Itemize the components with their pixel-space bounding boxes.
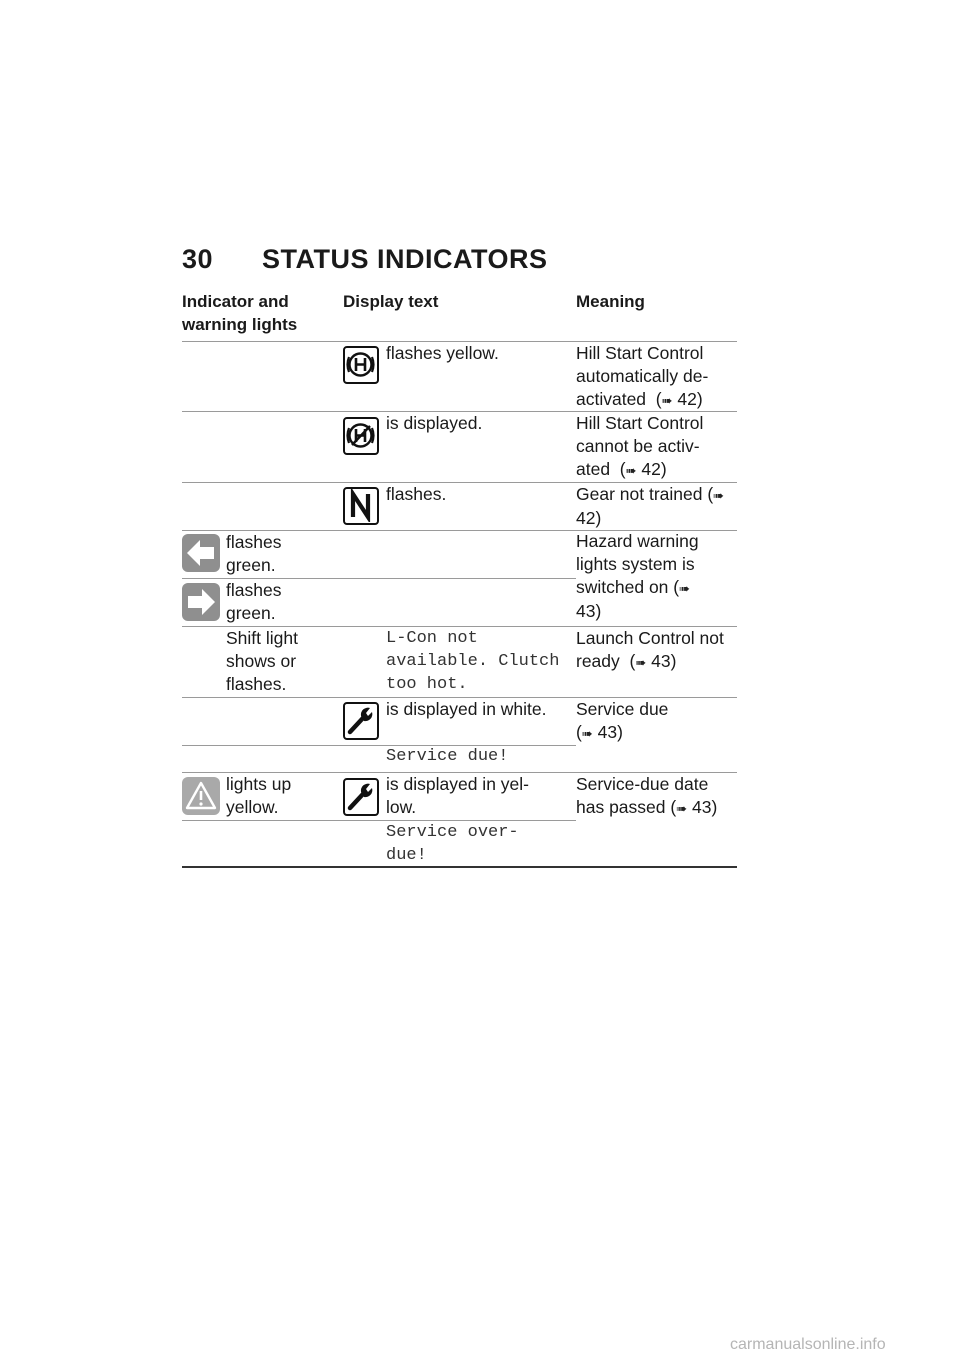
section-title: STATUS INDICATORS [262, 244, 548, 274]
column-header-indicator: Indicator and warning lights [182, 292, 298, 334]
wrench-icon [343, 702, 379, 740]
row-6-ref: 43 [651, 651, 671, 671]
row-6-indicator: Shift light shows or flashes. [226, 628, 298, 694]
page-number: 30 [182, 244, 214, 274]
row-7-ref: 43 [597, 722, 618, 742]
hazard-ref: 43 [576, 601, 596, 621]
wrench-icon [343, 778, 379, 816]
row-3-meaning-text: Gear not trained [576, 484, 703, 504]
row-5-indicator: flashes green. [226, 580, 282, 623]
hazard-meaning: Hazard warning lights system is switched on (➠ 43) [576, 531, 699, 621]
turn-right-arrow-icon [182, 583, 220, 621]
row-6-meaning-text: Launch Control not ready [576, 628, 724, 671]
row-8-ref: 43 [692, 797, 712, 817]
row-2-ref: 42 [641, 459, 661, 479]
row-1-meaning-text: Hill Start Control automatically de-activated [576, 343, 709, 409]
warning-triangle-icon [182, 777, 220, 815]
reference-arrow-icon: ➠ [635, 655, 647, 670]
row-4-indicator: flashes green. [226, 532, 282, 575]
reference-arrow-icon: ➠ [713, 488, 725, 503]
reference-arrow-icon: ➠ [676, 801, 688, 816]
row-2-meaning-text: Hill Start Control cannot be activ-ated [576, 413, 704, 479]
watermark: carmanualsonline.info [730, 1336, 886, 1353]
row-8-meaning-text: Service-due date has passed [576, 774, 709, 817]
row-8-display-text: Service over-due! [386, 823, 519, 865]
row-3-ref: 42 [576, 508, 596, 528]
row-2-display: is displayed. [386, 413, 483, 433]
row-3-display: flashes. [386, 484, 447, 504]
row-3-meaning: Gear not trained (➠ 42) [576, 484, 725, 528]
row-1-display: flashes yellow. [386, 343, 499, 363]
hazard-meaning-text: Hazard warning lights system is switched on [576, 531, 699, 597]
row-8-meaning: Service-due date has passed (➠ 43) [576, 774, 718, 817]
row-6-display-text: L-Con not available. Clutch too hot. [386, 629, 560, 694]
row-8-indicator: lights up yellow. [226, 774, 292, 817]
column-header-meaning: Meaning [576, 292, 645, 311]
row-7-display: is displayed in white. [386, 699, 547, 719]
reference-arrow-icon: ➠ [661, 393, 673, 408]
reference-arrow-icon: ➠ [625, 463, 637, 478]
row-7-meaning: Service due (➠ 43) [576, 699, 669, 742]
row-7-meaning-text: Service due [576, 699, 669, 719]
hill-start-h-icon [343, 346, 379, 384]
hill-start-h-crossed-icon [343, 417, 379, 455]
column-header-display: Display text [343, 292, 439, 311]
reference-arrow-icon: ➠ [581, 726, 593, 741]
row-2-meaning: Hill Start Control cannot be activ-ated (➠ 42) [576, 413, 704, 479]
reference-arrow-icon: ➠ [679, 581, 691, 596]
row-1-ref: 42 [677, 389, 697, 409]
row-1-meaning: Hill Start Control automatically de-activated (➠ 42) [576, 343, 709, 409]
row-8-display: is displayed in yel-low. [386, 774, 529, 817]
row-6-meaning: Launch Control not ready (➠ 43) [576, 628, 724, 671]
turn-left-arrow-icon [182, 534, 220, 572]
table-bottom-rule [182, 866, 737, 868]
neutral-n-icon [343, 487, 379, 525]
row-7-display-text: Service due! [386, 747, 509, 766]
